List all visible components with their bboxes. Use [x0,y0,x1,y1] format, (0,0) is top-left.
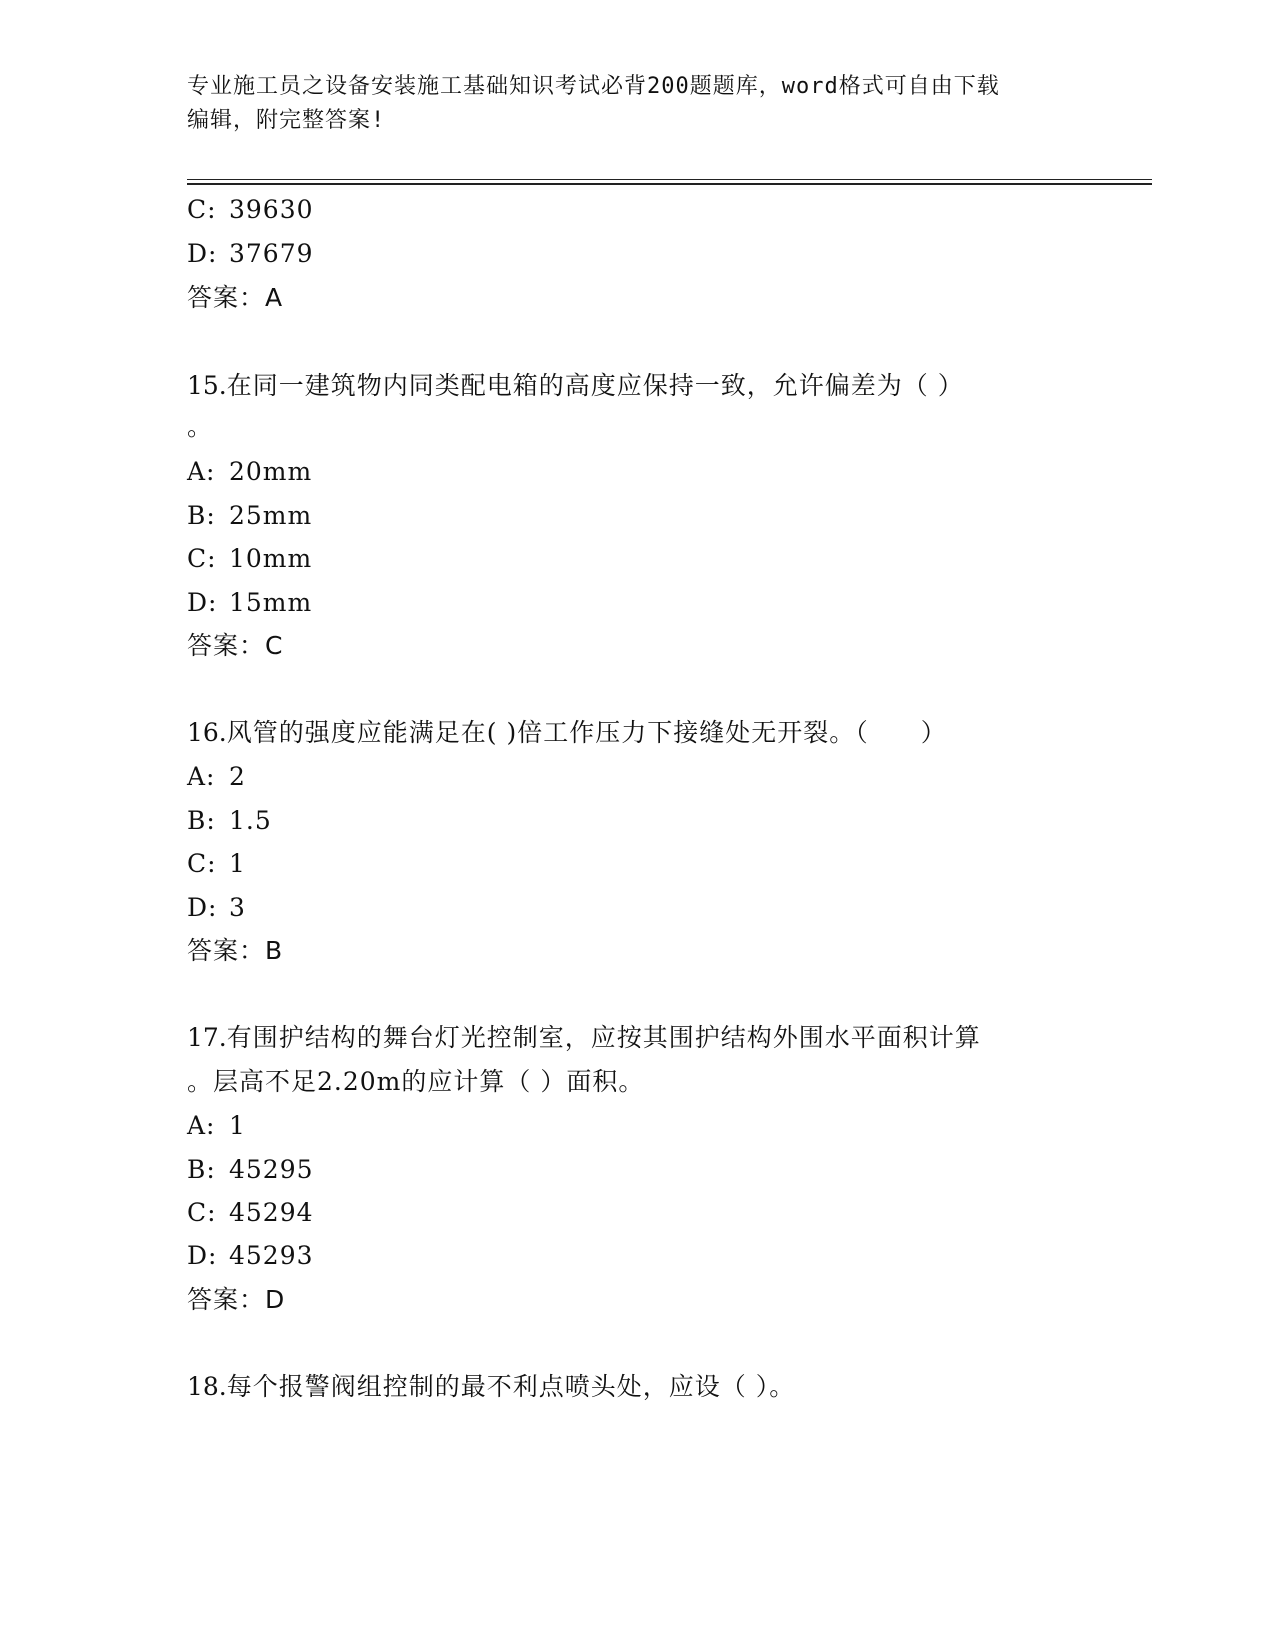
question-number: 17. [187,1023,227,1052]
option-a: A: 1 [187,1111,246,1140]
question-16-stem: 16.风管的强度应能满足在( )倍工作压力下接缝处无开裂。（ ） [187,718,947,747]
option-d: D: 45293 [187,1241,314,1270]
header-divider-thin [187,179,1152,180]
header-line-1: 专业施工员之设备安装施工基础知识考试必背200题题库，word格式可自由下载 [187,74,1000,99]
answer-line: 答案：D [187,1285,286,1314]
question-15-stem-continued: 。 [187,412,214,441]
document-header [187,70,1087,138]
question-number: 18. [187,1372,227,1401]
question-17-stem: 17.有围护结构的舞台灯光控制室，应按其围护结构外围水平面积计算 [187,1023,981,1052]
option-d: D: 15mm [187,588,313,617]
option-b: B: 45295 [187,1155,314,1184]
option-d: D: 37679 [187,239,314,268]
option-c: C: 1 [187,849,246,878]
header-line-2: 编辑，附完整答案! [187,108,386,133]
answer-line: 答案：B [187,936,284,965]
option-a: A: 2 [187,762,246,791]
question-number: 15. [187,371,227,400]
option-c: C: 45294 [187,1198,314,1227]
option-a: A: 20mm [187,457,313,486]
option-b: B: 1.5 [187,806,272,835]
question-18-stem: 18.每个报警阀组控制的最不利点喷头处，应设（ ）。 [187,1372,796,1401]
option-c: C: 10mm [187,544,313,573]
question-17-stem-continued: 。层高不足2.20m的应计算（ ）面积。 [187,1067,645,1096]
option-d: D: 3 [187,893,246,922]
header-divider-thick [187,183,1152,185]
option-b: B: 25mm [187,501,313,530]
answer-line: 答案：C [187,631,284,660]
option-c: C: 39630 [187,195,314,224]
answer-line: 答案：A [187,283,284,312]
question-number: 16. [187,718,227,747]
question-15-stem: 15.在同一建筑物内同类配电箱的高度应保持一致，允许偏差为（ ） [187,371,964,400]
